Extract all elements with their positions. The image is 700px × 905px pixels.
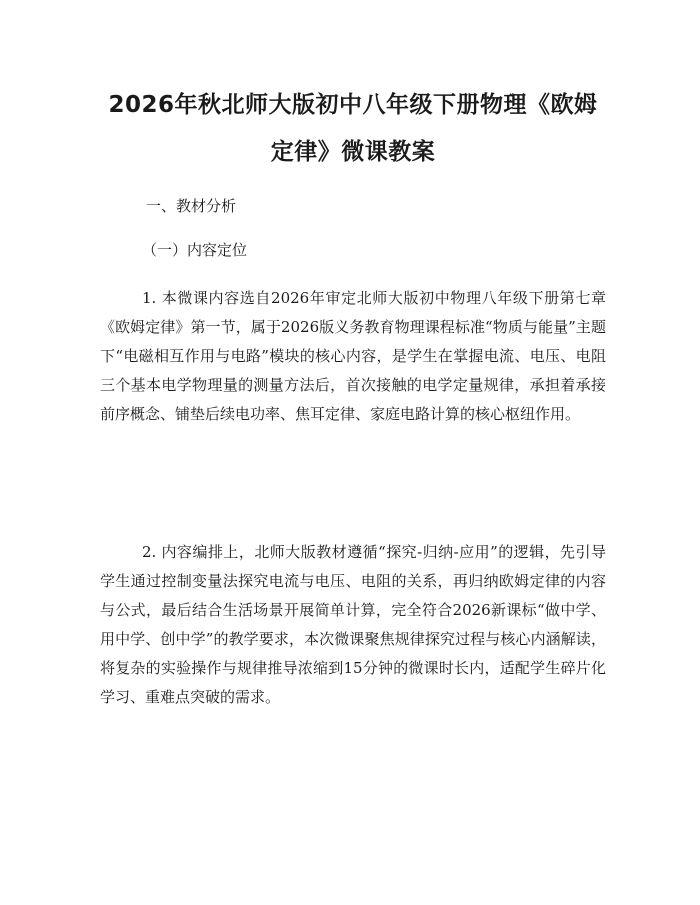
section-heading: 一、教材分析 <box>146 197 237 215</box>
document-title: 2026年秋北师大版初中八年级下册物理《欧姆定律》微课教案 <box>108 92 598 165</box>
subsection-heading: （一）内容定位 <box>142 241 248 259</box>
paragraph-1: 1. 本微课内容选自2026年审定北师大版初中物理八年级下册第七章《欧姆定律》第一节，属于2026版义务教育物理课程标准“物质与能量”主题下“电磁相互作用与电路”模块的核心内容，是学生在掌握电流、电压、电阻三个基本电学物理量的测量方法后，首次接触的电学定量规律，承担着承接前序概念、铺垫后续电功率、焦耳定律、家庭电路计算的核心枢纽作用。 <box>100 289 606 423</box>
paragraph-2: 2. 内容编排上，北师大版教材遵循“探究-归纳-应用”的逻辑，先引导学生通过控制变量法探究电流与电压、电阻的关系，再归纳欧姆定律的内容与公式，最后结合生活场景开展简单计算，完全符合2026新课标“做中学、用中学、创中学”的教学要求，本次微课聚焦规律探究过程与核心内涵解读，将复杂的实验操作与规律推导浓缩到15分钟的微课时长内，适配学生碎片化学习、重难点突破的需求。 <box>100 543 606 706</box>
